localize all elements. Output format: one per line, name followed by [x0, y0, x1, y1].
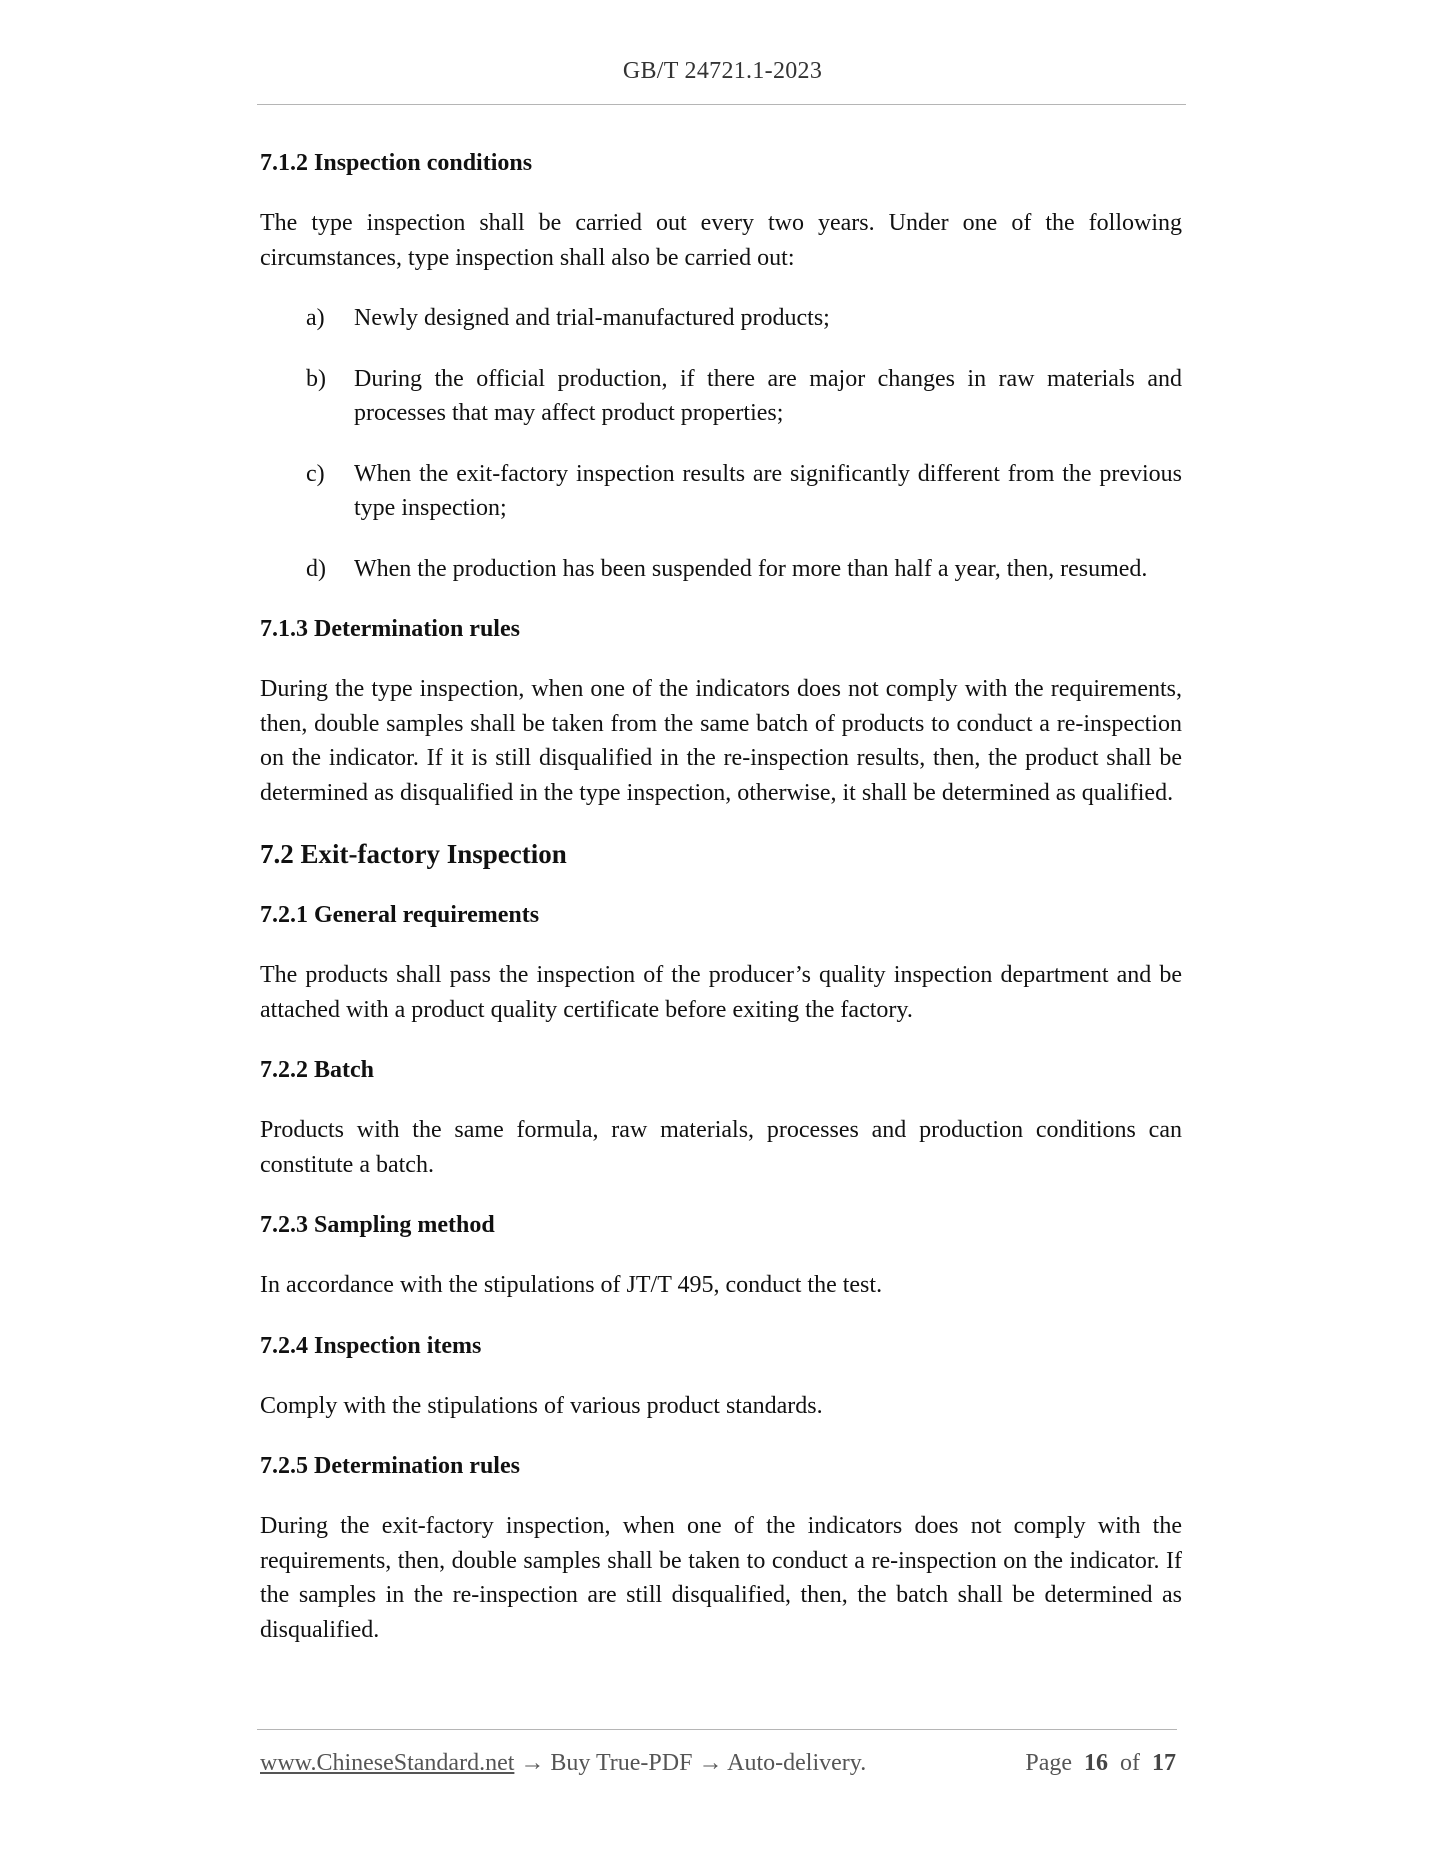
list-item-text: Newly designed and trial-manufactured products;	[354, 305, 830, 331]
list-item-b	[260, 362, 1182, 431]
list-marker: a)	[306, 305, 325, 331]
header-divider	[257, 104, 1186, 105]
paragraph-7-2-3: In accordance with the stipulations of JT/T 495, conduct the test.	[260, 1272, 883, 1298]
page-header-standard-code: GB/T 24721.1-2023	[622, 58, 823, 84]
list-item-text: When the production has been suspended for more than half a year, then, resumed.	[354, 555, 1148, 582]
section-heading-7-2-3: 7.2.3 Sampling method	[260, 1212, 495, 1238]
section-heading-7-2-2: 7.2.2 Batch	[260, 1057, 374, 1083]
page-label: Page	[1025, 1750, 1072, 1776]
current-page-number: 16	[1084, 1750, 1108, 1776]
list-marker: d)	[306, 555, 326, 582]
arrow-right-icon: →	[520, 1750, 545, 1776]
footer-divider	[257, 1729, 1177, 1730]
paragraph-7-1-2-intro: The type inspection shall be carried out every two years. Under one of the following circumstances, type inspection shall also be carried out:	[260, 210, 1182, 271]
section-heading-7-2: 7.2 Exit-factory Inspection	[260, 839, 567, 869]
document-body	[260, 146, 1182, 1673]
arrow-right-icon: →	[698, 1750, 723, 1776]
paragraph-7-2-5: During the exit-factory inspection, when one of the indicators does not comply with the requirements, then, double samples shall be taken to conduct a re-inspection on the indicator. If the samples in the re-inspection are still disqualified, then, the batch shall be determined as disqualified.	[260, 1513, 1182, 1643]
list-marker: b)	[306, 365, 326, 392]
section-heading-7-1-3: 7.1.3 Determination rules	[260, 616, 520, 642]
paragraph-7-2-4: Comply with the stipulations of various product standards.	[260, 1392, 823, 1419]
paragraph-7-2-1: The products shall pass the inspection of the producer’s quality inspection department and be attached with a product quality certificate before exiting the factory.	[260, 962, 1182, 1023]
section-heading-7-1-2: 7.1.2 Inspection conditions	[260, 150, 533, 176]
of-label: of	[1120, 1750, 1140, 1776]
list-item-text: When the exit-factory inspection results are significantly different from the previous type inspection;	[354, 460, 1182, 521]
list-marker: c)	[306, 460, 325, 487]
total-page-number: 17	[1152, 1750, 1176, 1776]
list-item-text: During the official production, if there are major changes in raw materials and processes that may affect product properties;	[354, 365, 1182, 426]
footer-promo	[260, 1747, 866, 1779]
section-heading-7-2-4: 7.2.4 Inspection items	[260, 1332, 482, 1359]
section-heading-7-2-5: 7.2.5 Determination rules	[260, 1453, 520, 1479]
paragraph-7-2-2: Products with the same formula, raw materials, processes and production conditions can constitute a batch.	[260, 1117, 1182, 1178]
website-link[interactable]: www.ChineseStandard.net	[260, 1750, 515, 1776]
buy-pdf-text: Buy True-PDF	[550, 1750, 693, 1776]
list-item-d	[260, 552, 1182, 587]
section-heading-7-2-1: 7.2.1 General requirements	[260, 902, 540, 928]
auto-delivery-text: Auto-delivery.	[727, 1750, 867, 1776]
list-item-a	[260, 301, 1182, 336]
paragraph-7-1-3: During the type inspection, when one of the indicators does not comply with the requirements, then, double samples shall be taken from the same batch of products to conduct a re-inspection on the indicator. If it is still disqualified in the re-inspection results, then, the product shall be determined as disqualified in the type inspection, otherwise, it shall be determined as qualified.	[260, 676, 1182, 806]
list-item-c	[260, 457, 1182, 526]
page-indicator	[1025, 1747, 1176, 1779]
